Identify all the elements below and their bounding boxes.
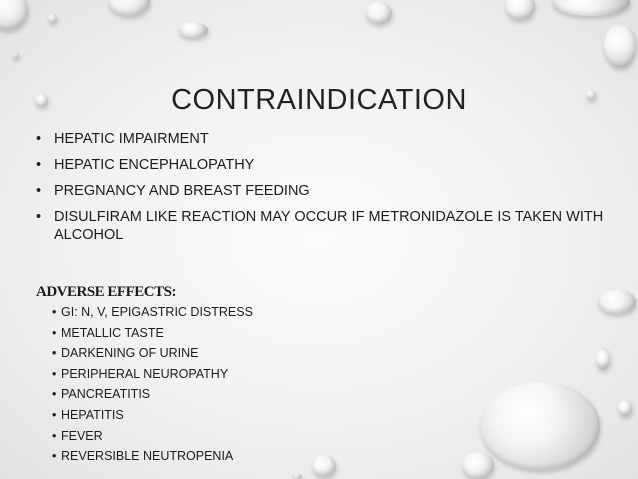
list-item: • DARKENING OF URINE bbox=[52, 346, 253, 361]
water-drop bbox=[618, 400, 632, 416]
list-item: • PREGNANCY AND BREAST FEEDING bbox=[36, 182, 616, 200]
list-item: • HEPATIC ENCEPHALOPATHY bbox=[36, 156, 616, 174]
water-drop bbox=[0, 0, 28, 30]
water-drop bbox=[366, 2, 392, 24]
water-drop bbox=[552, 0, 630, 16]
water-drop bbox=[48, 14, 57, 23]
list-item: • METALLIC TASTE bbox=[52, 326, 253, 341]
water-drop bbox=[108, 0, 150, 16]
list-item: • HEPATITIS bbox=[52, 408, 253, 423]
water-drop bbox=[462, 452, 494, 479]
water-drop bbox=[596, 348, 610, 370]
list-item: • PANCREATITIS bbox=[52, 387, 253, 402]
water-drop bbox=[292, 474, 302, 479]
list-item: • DISULFIRAM LIKE REACTION MAY OCCUR IF METRONIDAZOLE IS TAKEN WITH ALCOHOL bbox=[36, 208, 616, 244]
water-drop bbox=[312, 455, 336, 477]
adverse-effects-heading: ADVERSE EFFECTS: bbox=[36, 284, 176, 300]
list-item: • GI: N, V, EPIGASTRIC DISTRESS bbox=[52, 305, 253, 320]
water-drop bbox=[505, 0, 535, 20]
water-drop bbox=[598, 290, 636, 314]
water-drop bbox=[604, 24, 636, 68]
water-drop bbox=[12, 52, 19, 59]
slide-title: CONTRAINDICATION bbox=[171, 84, 467, 116]
list-item: • HEPATIC IMPAIRMENT bbox=[36, 130, 616, 148]
water-drop bbox=[178, 22, 208, 38]
list-item: • PERIPHERAL NEUROPATHY bbox=[52, 367, 253, 382]
water-drop bbox=[480, 382, 600, 470]
contraindication-list bbox=[36, 130, 616, 252]
list-item: • FEVER bbox=[52, 429, 253, 444]
adverse-effects-list bbox=[52, 305, 253, 470]
list-item: • REVERSIBLE NEUTROPENIA bbox=[52, 449, 253, 464]
